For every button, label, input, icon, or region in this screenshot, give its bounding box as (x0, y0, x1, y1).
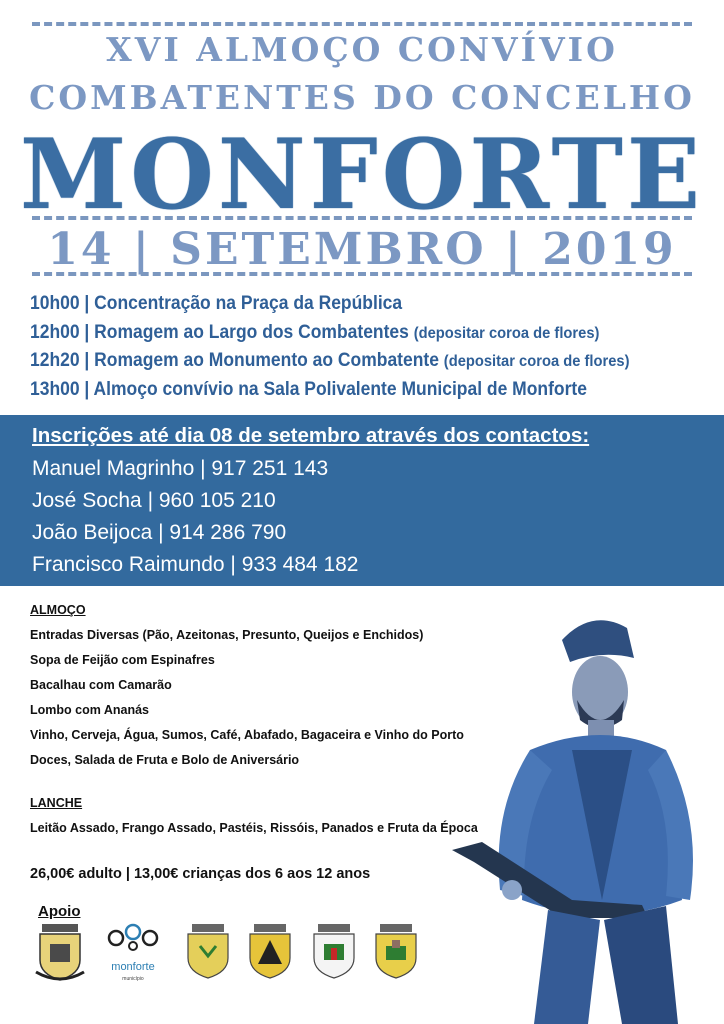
contact-entry: José Socha | 960 105 210 (32, 489, 276, 512)
menu-item: Vinho, Cerveja, Água, Sumos, Café, Abafado, Bagaceira e Vinho do Porto (30, 728, 464, 742)
menu-item: Leitão Assado, Frango Assado, Pastéis, Rissóis, Panados e Fruta da Época (30, 821, 478, 835)
bottom-dashed-rule (32, 272, 692, 276)
menu-item: Entradas Diversas (Pão, Azeitonas, Presunto, Queijos e Enchidos) (30, 628, 424, 642)
menu-item: Bacalhau com Camarão (30, 678, 172, 692)
camara-monforte-crest-icon (30, 922, 90, 984)
municipio-sub: município (122, 976, 144, 982)
menu-item: Sopa de Feijão com Espinafres (30, 653, 215, 667)
middle-dashed-rule (32, 216, 692, 220)
freguesia-santo-aleixo-crest-icon (306, 922, 362, 982)
schedule-item: 12h00 | Romagem ao Largo dos Combatentes (depositar coroa de flores) (30, 321, 600, 343)
event-subtitle: COMBATENTES DO CONCELHO (29, 78, 695, 117)
event-date: 14 | SETEMBRO | 2019 (47, 224, 677, 275)
contact-entry: Francisco Raimundo | 933 484 182 (32, 553, 359, 576)
freguesia-monforte-crest-icon (242, 922, 298, 982)
schedule-item: 10h00 | Concentração na Praça da República (30, 293, 403, 314)
municipio-name: monforte (111, 961, 155, 973)
contact-entry: Manuel Magrinho | 917 251 143 (32, 457, 329, 480)
contact-entry: João Beijoca | 914 286 790 (32, 521, 287, 544)
freguesia-vaiamonte-crest-icon (368, 922, 424, 982)
top-dashed-rule (32, 22, 692, 26)
lunch-title: ALMOÇO (30, 603, 86, 617)
support-label: Apoio (38, 903, 81, 920)
schedule-item: 12h20 | Romagem ao Monumento ao Combatente (depositar coroa de flores) (30, 350, 630, 371)
menu-item: Doces, Salada de Fruta e Bolo de Aniversário (30, 753, 300, 767)
monforte-municipio-logo-icon (98, 922, 168, 982)
registration-heading: Inscrições até dia 08 de setembro através dos contactos: (32, 424, 590, 447)
schedule-item: 13h00 | Almoço convívio na Sala Polivalente Municipal de Monforte (30, 378, 587, 400)
menu-item: Lombo com Ananás (30, 703, 149, 717)
place-title: MONFORTE (19, 118, 705, 231)
soldier-illustration (452, 600, 724, 1024)
schedule-list (30, 290, 710, 404)
snack-title: LANCHE (30, 796, 83, 810)
event-edition-title: XVI ALMOÇO CONVÍVIO (106, 30, 618, 69)
price-line: 26,00€ adulto | 13,00€ crianças dos 6 aos 12 anos (30, 866, 371, 882)
freguesia-assumar-crest-icon (180, 922, 236, 982)
